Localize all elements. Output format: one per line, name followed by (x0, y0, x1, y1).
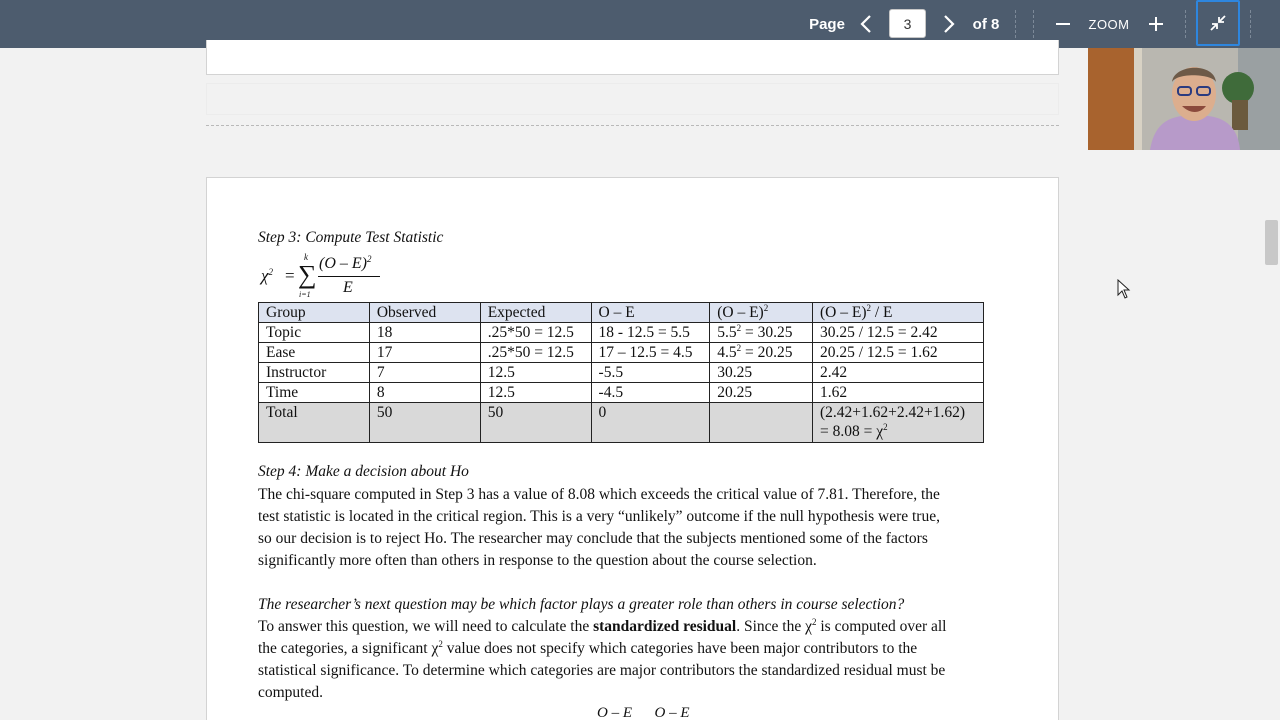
chi-square-formula: $\chi^2$ = k ∑ i=1 (O – E)$^2$ E (261, 252, 391, 298)
table-cell: 8 (369, 383, 480, 403)
research-question: The researcher’s next question may be which factor plays a greater role than others in course selection? (258, 596, 905, 613)
table-header-cell: Group (259, 303, 370, 323)
table-header-cell: O – E (591, 303, 710, 323)
paragraph-line: significantly more often than others in response to the question about the course selection. (258, 552, 817, 569)
page-shadow-strip (206, 83, 1059, 115)
table-cell: Total (259, 403, 370, 443)
collapse-arrows-icon (1209, 14, 1227, 32)
table-cell (813, 403, 984, 443)
table-cell: 2.42 (813, 363, 984, 383)
table-header-cell: (O – E)$^2$ (710, 303, 813, 323)
table-header-row (259, 303, 984, 323)
paragraph-line: test statistic is located in the critical region. This is a very “unlikely” outcome if the null hypothesis were true, (258, 508, 940, 525)
page-count-label: of 8 (972, 15, 1000, 33)
document-page (206, 177, 1059, 720)
table-cell: 30.25 (710, 363, 813, 383)
table-cell: -4.5 (591, 383, 710, 403)
scrollbar-thumb[interactable] (1265, 220, 1278, 265)
table-cell: Time (259, 383, 370, 403)
text-run: is computed over all (816, 618, 947, 635)
paragraph-line: statistical significance. To determine which categories are major contributors the standardized residual must be (258, 662, 946, 679)
table-cell: .25*50 = 12.5 (480, 343, 591, 363)
step3-heading: Step 3: Compute Test Statistic (258, 229, 444, 246)
table-cell: 20.25 (710, 383, 813, 403)
table-cell: 12.5 (480, 363, 591, 383)
answer-paragraph (258, 616, 1018, 704)
previous-page-bottom (206, 40, 1059, 75)
table-cell: $4.5^2 = 20.25$ (710, 343, 813, 363)
presenter-webcam (1088, 48, 1280, 150)
table-cell: Instructor (259, 363, 370, 383)
toolbar-divider (1185, 10, 1186, 38)
plus-icon (1148, 16, 1164, 32)
text-run: value does not specify which categories have been major contributors to the (442, 640, 918, 657)
chevron-right-icon (943, 15, 955, 33)
total-sum-line: (2.42+1.62+2.42+1.62) (820, 404, 966, 421)
table-cell: 18 (369, 323, 480, 343)
text-run: . Since the χ (736, 618, 812, 635)
table-cell: 17 – 12.5 = 4.5 (591, 343, 710, 363)
paragraph-line: To answer this question, we will need to calculate the standardized residual. Since the $\chi^2$ is computed over all (258, 617, 947, 635)
zoom-label: ZOOM (1088, 16, 1130, 32)
minus-icon (1055, 16, 1071, 32)
page-break-line (206, 125, 1059, 126)
page-number-input[interactable] (889, 9, 926, 38)
chi-square-table (258, 302, 984, 443)
total-result-line: = $8.08 = \chi^2$ (820, 422, 888, 440)
table-header-cell: Expected (480, 303, 591, 323)
table-total-row (259, 403, 984, 443)
table-row (259, 383, 984, 403)
table-cell: -5.5 (591, 363, 710, 383)
toolbar-divider (1033, 10, 1034, 38)
paragraph-line: so our decision is to reject Ho. The researcher may conclude that the subjects mentioned some of the factors (258, 530, 928, 547)
table-header-cell: Observed (369, 303, 480, 323)
mouse-cursor-icon (1117, 279, 1131, 304)
residual-formula-partial: O – E O – E (597, 705, 690, 720)
chevron-left-icon (860, 15, 872, 33)
table-cell: 0 (591, 403, 710, 443)
table-cell: 18 - 12.5 = 5.5 (591, 323, 710, 343)
table-cell: Ease (259, 343, 370, 363)
table-cell (710, 403, 813, 443)
table-cell: .25*50 = 12.5 (480, 323, 591, 343)
table-cell: 12.5 (480, 383, 591, 403)
table-cell: Topic (259, 323, 370, 343)
table-cell: 50 (369, 403, 480, 443)
text-run: To answer this question, we will need to calculate the (258, 618, 594, 635)
table-cell: 30.25 / 12.5 = 2.42 (813, 323, 984, 343)
exit-fullscreen-button[interactable] (1196, 0, 1240, 46)
table-row (259, 323, 984, 343)
text-run: the categories, a significant χ (258, 640, 439, 657)
page-label: Page (809, 15, 845, 33)
table-cell: 50 (480, 403, 591, 443)
table-row (259, 363, 984, 383)
table-header-cell: (O – E)$^2$ / E (813, 303, 984, 323)
document-scrollbar[interactable] (1262, 48, 1280, 720)
table-cell: 7 (369, 363, 480, 383)
table-cell: 1.62 (813, 383, 984, 403)
paragraph-line: computed. (258, 684, 323, 701)
zoom-in-button[interactable] (1143, 0, 1169, 48)
paragraph-line: The chi-square computed in Step 3 has a value of 8.08 which exceeds the critical value of 7.81. Therefore, the (258, 486, 940, 503)
table-cell: 17 (369, 343, 480, 363)
paragraph-line: the categories, a significant $\chi^2$ value does not specify which categories have been major contributors to the (258, 639, 918, 657)
step4-heading: Step 4: Make a decision about Ho (258, 463, 469, 480)
table-cell: 20.25 / 12.5 = 1.62 (813, 343, 984, 363)
bold-term: standardized residual (593, 618, 737, 635)
table-row (259, 343, 984, 363)
table-cell: $5.5^2 = 30.25$ (710, 323, 813, 343)
step4-paragraph (258, 484, 1018, 572)
toolbar-divider (1015, 10, 1016, 38)
toolbar-divider (1250, 10, 1251, 38)
webcam-video-frame (1088, 48, 1280, 150)
